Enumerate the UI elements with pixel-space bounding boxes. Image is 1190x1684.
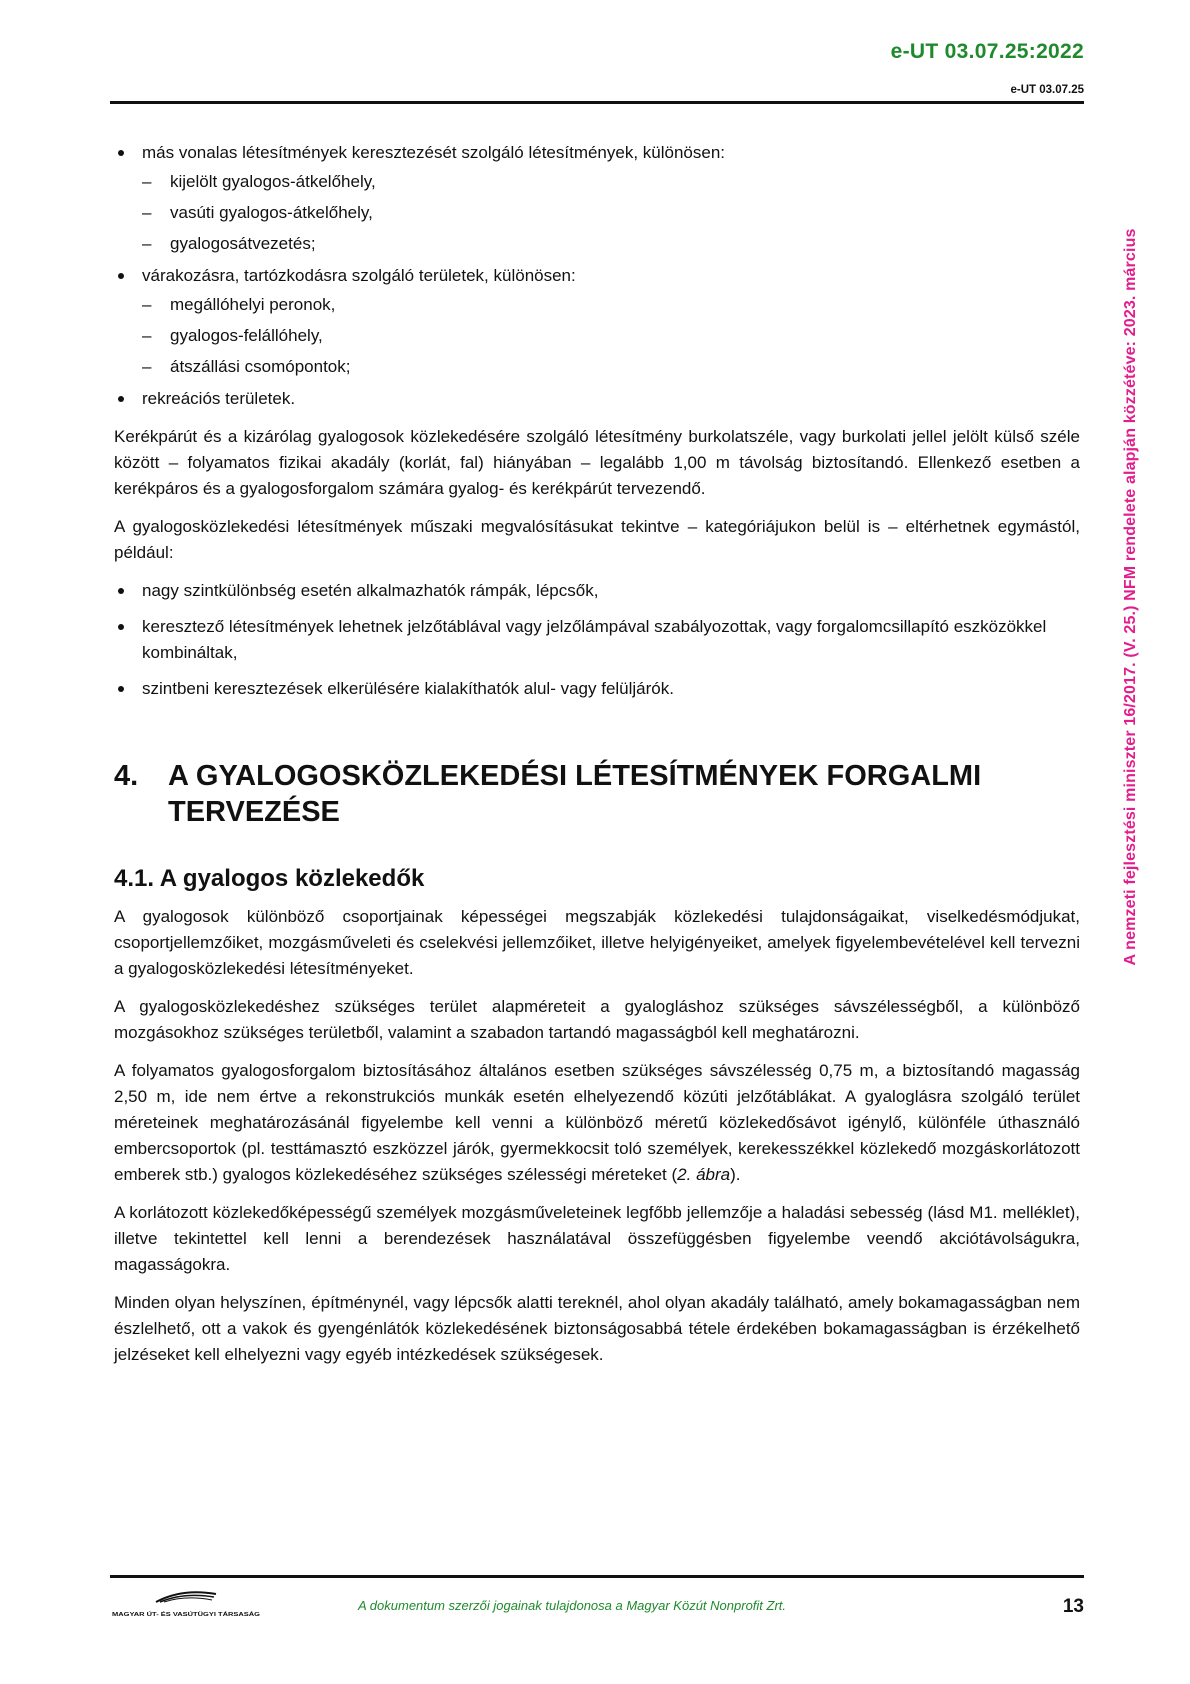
list-item: nagy szintkülönbség esetén alkalmazhatók rámpák, lépcsők,: [114, 578, 1080, 604]
section-number: 4.: [114, 760, 139, 792]
figure-reference: 2. ábra: [677, 1165, 731, 1184]
facility-type-list: [114, 140, 1080, 412]
page-content: [114, 140, 1080, 1380]
paragraph: A gyalogosközlekedési létesítmények műszaki megvalósításukat tekintve – kategóriájukon belül is – eltérhetnek egymástól, például:: [114, 517, 1080, 562]
sub-list: [142, 169, 1080, 257]
sub-list-item: – vasúti gyalogos-átkelőhely,: [142, 200, 1080, 226]
sub-list-item: – megállóhelyi peronok,: [142, 292, 1080, 318]
section-heading: [114, 758, 1080, 830]
page-number: 13: [1062, 1596, 1084, 1617]
side-publication-note: A nemzeti fejlesztési miniszter 16/2017. (V. 25.) NFM rendelete alapján közzétéve: 2023. március: [1122, 228, 1139, 966]
publisher-logo: [112, 1586, 262, 1620]
sub-list-item: – gyalogos-felállóhely,: [142, 323, 1080, 349]
list-item: [114, 386, 1080, 412]
list-item-text: rekreációs területek.: [142, 389, 296, 408]
paragraph: Minden olyan helyszínen, építménynél, vagy lépcsők alatti tereknél, ahol olyan akadály található, amely bokamagasságban nem észlelhető, ott a vakok és gyengénlátók közlekedésének biztonságosabbá tétele érdekében bokamagasságban is érzékelhető jelzéseket kell elhelyezni vagy egyéb intézkedések szükségesek.: [114, 1293, 1080, 1364]
sub-list: [142, 292, 1080, 380]
paragraph: A gyalogosok különböző csoportjainak képességei megszabják közlekedési tulajdonságaikat, viselkedésmódjukat, csoportjellemzőiket, mozgásműveleti és cselekvési jellemzőiket, illetve helyigényeiket, amelyek figyelembevételével kell tervezni a gyalogosközlekedési létesítményeket.: [114, 907, 1080, 978]
document-code: e-UT 03.07.25:2022: [890, 40, 1084, 63]
paragraph-text: A folyamatos gyalogosforgalom biztosításához általános esetben szükséges sávszélesség 0,75 m, a biztosítandó magasság 2,50 m, ide nem értve a rekonstrukciós munkák esetén elhelyezendő közúti jelzőtáblákat. A gyaloglásra szolgáló terület méreteinek meghatározásánál figyelembe kell venni a különböző méretű közlekedősávot igénylő, különféle úthasználó embercsoportok (pl. testtámasztó eszközzel járók, gyermekkocsit toló személyek, kerekesszékkel közlekedő mozgáskorlátozott emberek stb.) gyalogos közlekedéséhez szükséges szélességi méreteket (: [114, 1061, 1080, 1184]
list-item: szintbeni keresztezések elkerülésére kialakíthatók alul- vagy felüljárók.: [114, 676, 1080, 702]
list-item: [114, 140, 1080, 257]
copyright-notice: A dokumentum szerzői jogainak tulajdonosa a Magyar Közút Nonprofit Zrt.: [358, 1598, 787, 1613]
paragraph: A korlátozott közlekedőképességű személyek mozgásműveleteinek legfőbb jellemzője a haladási sebesség (lásd M1. melléklet), illetve tekintettel kell lenni a berendezések használatával összefüggésben figyelembe veendő akciótávolságukra, magasságokra.: [114, 1203, 1080, 1274]
publisher-logo-text: MAGYAR ÚT- ÉS VASÚTÜGYI TÁRSASÁG: [112, 1612, 223, 1618]
paragraph: [114, 1058, 1080, 1188]
sub-list-item: – kijelölt gyalogos-átkelőhely,: [142, 169, 1080, 195]
paragraph: A gyalogosközlekedéshez szükséges terület alapméreteit a gyalogláshoz szükséges sávszélességből, a különböző mozgásokhoz szükséges területből, valamint a szabadon tartandó magasságból kell meghatározni.: [114, 997, 1080, 1042]
list-item: [114, 263, 1080, 380]
sub-list-item: – gyalogosátvezetés;: [142, 231, 1080, 257]
section-title: A GYALOGOSKÖZLEKEDÉSI LÉTESÍTMÉNYEK FORGALMI TERVEZÉSE: [168, 760, 982, 828]
paragraph-text: ).: [730, 1165, 741, 1184]
sub-list-item: – átszállási csomópontok;: [142, 354, 1080, 380]
list-item-text: más vonalas létesítmények keresztezését szolgáló létesítmények, különösen:: [142, 143, 726, 162]
list-item-text: várakozásra, tartózkodásra szolgáló területek, különösen:: [142, 266, 576, 285]
footer-rule: [110, 1575, 1084, 1578]
running-header: e-UT 03.07.25: [1010, 84, 1084, 96]
subsection-heading: 4.1. A gyalogos közlekedők: [114, 865, 425, 892]
list-item: keresztező létesítmények lehetnek jelzőtáblával vagy jelzőlámpával szabályozottak, vagy forgalomcsillapító eszközökkel kombináltak,: [114, 614, 1080, 666]
paragraph: Kerékpárút és a kizárólag gyalogosok közlekedésére szolgáló létesítmény burkolatszéle, vagy burkolati jellel jelölt külső széle között – folyamatos fizikai akadály (korlát, fal) hiányában – legalább 1,00 m távolság biztosítandó. Ellenkező esetben a kerékpáros és a gyalogosforgalom számára gyalog- és kerékpárút tervezendő.: [114, 427, 1080, 498]
header-rule: [110, 101, 1084, 104]
example-list: [114, 578, 1080, 702]
